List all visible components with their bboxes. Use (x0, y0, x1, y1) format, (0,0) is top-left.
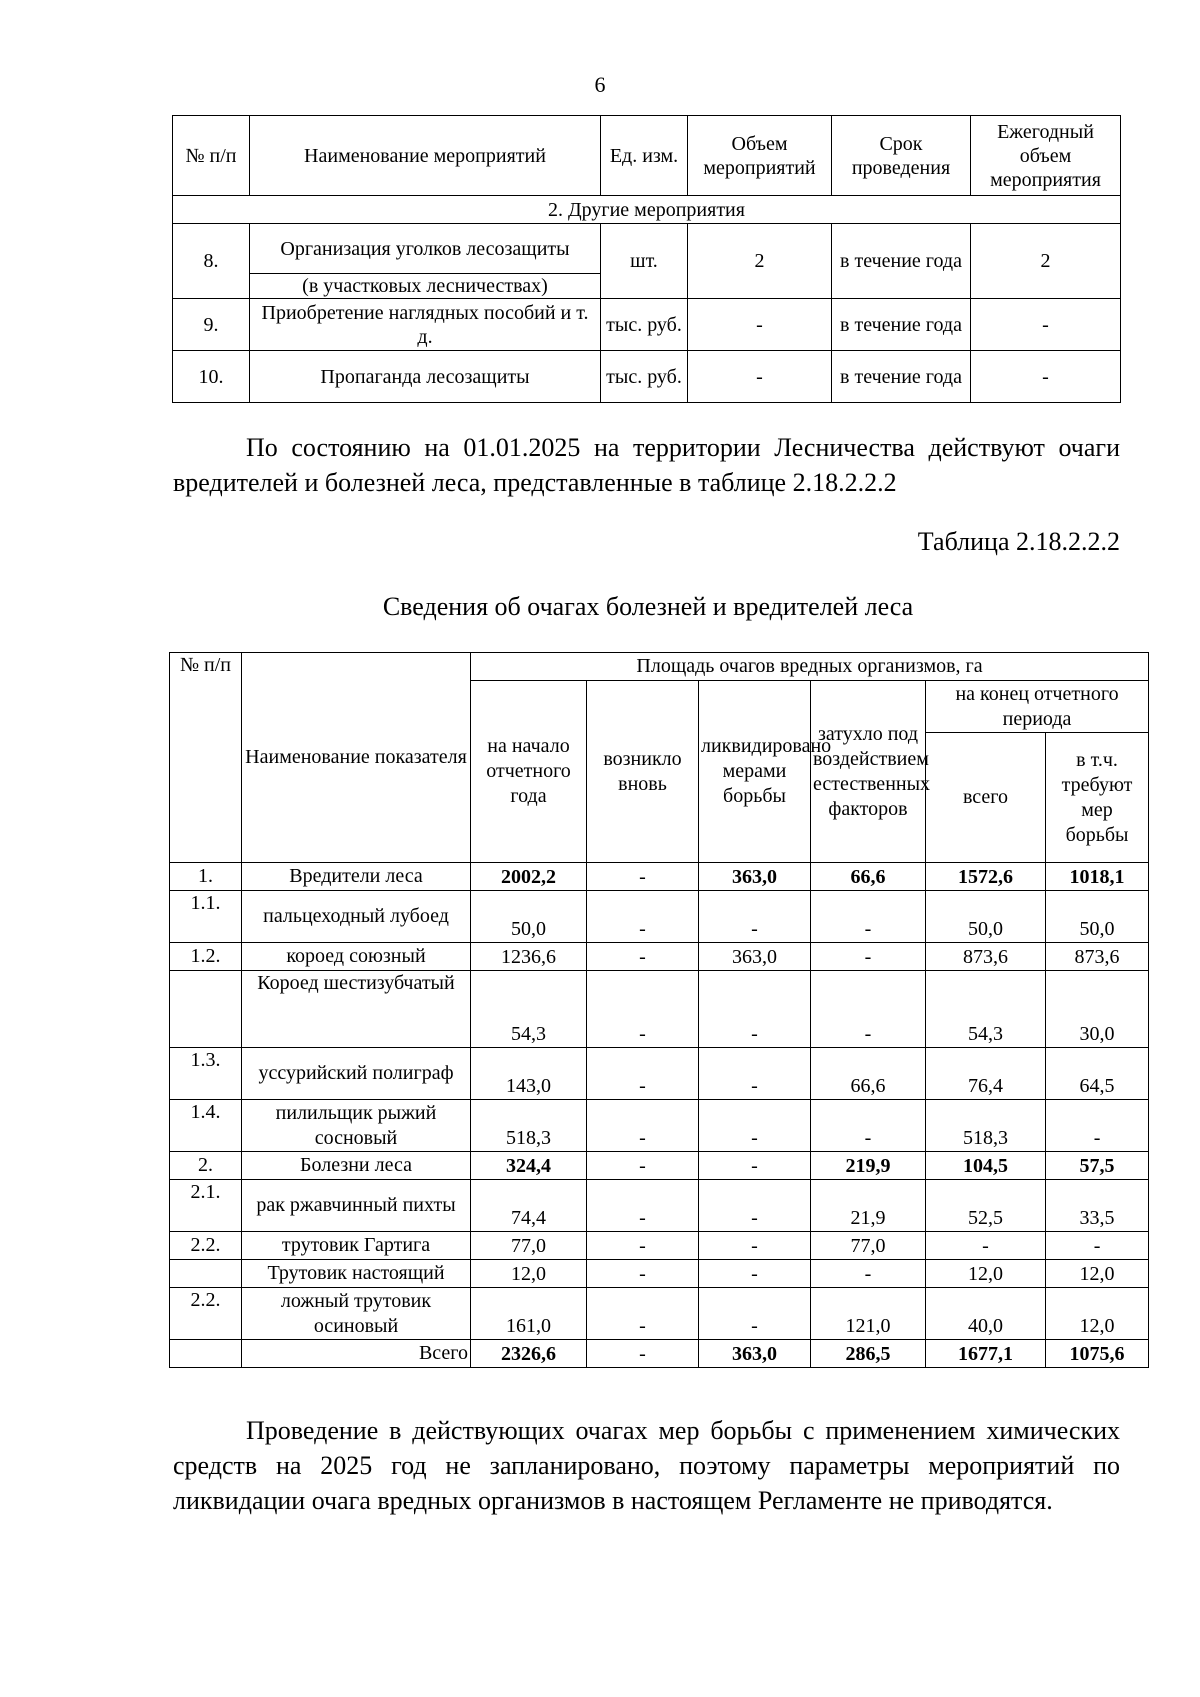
table-label: Таблица 2.18.2.2.2 (917, 527, 1120, 556)
row-name: Болезни леса (242, 1152, 471, 1180)
row-start: 74,4 (471, 1180, 587, 1232)
row-start: 50,0 (471, 891, 587, 943)
row-required: - (1046, 1232, 1149, 1260)
row-num: 2.2. (170, 1288, 242, 1340)
table-row (170, 943, 1149, 971)
row-term: в течение года (832, 224, 971, 299)
row-new: - (587, 1260, 699, 1288)
table-row (170, 971, 1149, 1048)
row-total: - (926, 1232, 1046, 1260)
row-name: Трутовик настоящий (242, 1260, 471, 1288)
row-start: 54,3 (471, 971, 587, 1048)
row-liquidated: - (699, 971, 811, 1048)
pest-foci-table (169, 652, 1149, 1368)
row-required: 50,0 (1046, 891, 1149, 943)
header-name: Наименование показателя (242, 653, 471, 863)
row-volume: - (688, 351, 832, 403)
table-header-row (173, 116, 1121, 196)
row-liquidated: 363,0 (699, 943, 811, 971)
row-faded: 66,6 (811, 863, 926, 891)
table-row (170, 1288, 1149, 1340)
row-name: пальцеходный лубоед (242, 891, 471, 943)
row-new: - (587, 1232, 699, 1260)
row-faded: 77,0 (811, 1232, 926, 1260)
row-new: - (587, 943, 699, 971)
row-start: 324,4 (471, 1152, 587, 1180)
row-total: 1677,1 (926, 1340, 1046, 1368)
row-liquidated: - (699, 891, 811, 943)
row-faded: - (811, 971, 926, 1048)
row-num: 1.3. (170, 1048, 242, 1100)
row-total: 12,0 (926, 1260, 1046, 1288)
row-term: в течение года (832, 351, 971, 403)
row-name: пилильщик рыжий сосновый (242, 1100, 471, 1152)
row-volume: 2 (688, 224, 832, 299)
row-num (170, 1260, 242, 1288)
row-faded: 121,0 (811, 1288, 926, 1340)
row-name-note: (в участковых лесничествах) (250, 274, 601, 299)
row-unit: тыс. руб. (601, 299, 688, 351)
row-total: 104,5 (926, 1152, 1046, 1180)
header-start: на начало отчетного года (471, 681, 587, 863)
row-start: 2326,6 (471, 1340, 587, 1368)
row-unit: тыс. руб. (601, 351, 688, 403)
row-annual: - (971, 351, 1121, 403)
header-term: Срок проведения (832, 116, 971, 196)
table-row (173, 299, 1121, 351)
row-num: 1.1. (170, 891, 242, 943)
row-total: 40,0 (926, 1288, 1046, 1340)
header-name: Наименование мероприятий (250, 116, 601, 196)
section-row (173, 196, 1121, 224)
row-annual: 2 (971, 224, 1121, 299)
row-total: 1572,6 (926, 863, 1046, 891)
row-num: 2. (170, 1152, 242, 1180)
row-new: - (587, 891, 699, 943)
row-name: Короед шестизубчатый (242, 971, 471, 1048)
row-faded: - (811, 1100, 926, 1152)
row-num: 10. (173, 351, 250, 403)
row-total: 873,6 (926, 943, 1046, 971)
row-liquidated: - (699, 1048, 811, 1100)
row-num: 8. (173, 224, 250, 299)
section-title: 2. Другие мероприятия (173, 196, 1121, 224)
page-number: 6 (594, 72, 606, 97)
row-new: - (587, 1288, 699, 1340)
header-liquidated: ликвидировано мерами борьбы (699, 681, 811, 863)
row-total: 54,3 (926, 971, 1046, 1048)
row-num (170, 971, 242, 1048)
row-num: 1.4. (170, 1100, 242, 1152)
paragraph-intro: По состоянию на 01.01.2025 на территории Лесничества действуют очаги вредителей и болезней леса, представленные в таблице 2.18.2.2.2 (173, 433, 1120, 497)
row-name: рак ржавчинный пихты (242, 1180, 471, 1232)
row-required: 12,0 (1046, 1260, 1149, 1288)
row-liquidated: - (699, 1260, 811, 1288)
row-new: - (587, 1340, 699, 1368)
table-header-row (170, 653, 1149, 681)
row-liquidated: 363,0 (699, 863, 811, 891)
header-num: № п/п (170, 653, 242, 863)
row-new: - (587, 863, 699, 891)
row-faded: 286,5 (811, 1340, 926, 1368)
row-num: 2.2. (170, 1232, 242, 1260)
row-liquidated: - (699, 1288, 811, 1340)
header-annual: Ежегодный объем мероприятия (971, 116, 1121, 196)
header-volume: Объем мероприятий (688, 116, 832, 196)
row-name: Организация уголков лесозащиты (250, 224, 601, 274)
row-new: - (587, 1100, 699, 1152)
header-num: № п/п (173, 116, 250, 196)
table-row (170, 863, 1149, 891)
row-volume: - (688, 299, 832, 351)
row-liquidated: - (699, 1180, 811, 1232)
row-required: 1075,6 (1046, 1340, 1149, 1368)
row-start: 518,3 (471, 1100, 587, 1152)
row-unit: шт. (601, 224, 688, 299)
row-name: Приобретение наглядных пособий и т. д. (250, 299, 601, 351)
table-row (173, 224, 1121, 274)
table-row (170, 1232, 1149, 1260)
row-name: Пропаганда лесозащиты (250, 351, 601, 403)
row-faded: - (811, 1260, 926, 1288)
row-start: 12,0 (471, 1260, 587, 1288)
row-new: - (587, 971, 699, 1048)
row-name: уссурийский полиграф (242, 1048, 471, 1100)
header-new: возникло вновь (587, 681, 699, 863)
row-num (170, 1340, 242, 1368)
table-row (170, 891, 1149, 943)
row-new: - (587, 1180, 699, 1232)
row-start: 1236,6 (471, 943, 587, 971)
row-name: короед союзный (242, 943, 471, 971)
row-num: 1. (170, 863, 242, 891)
header-unit: Ед. изм. (601, 116, 688, 196)
row-required: 64,5 (1046, 1048, 1149, 1100)
table-row (170, 1100, 1149, 1152)
row-liquidated: - (699, 1100, 811, 1152)
header-end: на конец отчетного периода (926, 681, 1149, 733)
measures-table (172, 115, 1121, 403)
row-start: 143,0 (471, 1048, 587, 1100)
row-faded: - (811, 943, 926, 971)
table-title: Сведения об очагах болезней и вредителей леса (382, 592, 914, 621)
row-required: 873,6 (1046, 943, 1149, 971)
row-start: 161,0 (471, 1288, 587, 1340)
row-num: 1.2. (170, 943, 242, 971)
row-required: 1018,1 (1046, 863, 1149, 891)
row-required: 33,5 (1046, 1180, 1149, 1232)
row-faded: - (811, 891, 926, 943)
row-faded: 66,6 (811, 1048, 926, 1100)
table-row (173, 351, 1121, 403)
row-name: трутовик Гартига (242, 1232, 471, 1260)
table-row (170, 1180, 1149, 1232)
row-start: 77,0 (471, 1232, 587, 1260)
row-required: - (1046, 1100, 1149, 1152)
row-faded: 219,9 (811, 1152, 926, 1180)
row-total: 50,0 (926, 891, 1046, 943)
row-name: ложный трутовик осиновый (242, 1288, 471, 1340)
row-liquidated: - (699, 1232, 811, 1260)
row-annual: - (971, 299, 1121, 351)
row-total: 52,5 (926, 1180, 1046, 1232)
row-num: 9. (173, 299, 250, 351)
row-required: 12,0 (1046, 1288, 1149, 1340)
paragraph-conclusion: Проведение в действующих очагах мер борьбы с применением химических средств на 2025 год не запланировано, поэтому параметры мероприятий по ликвидации очага вредных организмов в настоящем Регламенте не приводятся. (173, 1416, 1120, 1515)
header-area: Площадь очагов вредных организмов, га (471, 653, 1149, 681)
row-term: в течение года (832, 299, 971, 351)
row-name: Всего (242, 1340, 471, 1368)
row-required: 30,0 (1046, 971, 1149, 1048)
table-row (170, 1260, 1149, 1288)
table-row-total (170, 1340, 1149, 1368)
row-faded: 21,9 (811, 1180, 926, 1232)
row-total: 76,4 (926, 1048, 1046, 1100)
row-new: - (587, 1152, 699, 1180)
row-start: 2002,2 (471, 863, 587, 891)
row-required: 57,5 (1046, 1152, 1149, 1180)
row-liquidated: - (699, 1152, 811, 1180)
row-new: - (587, 1048, 699, 1100)
row-num: 2.1. (170, 1180, 242, 1232)
row-name: Вредители леса (242, 863, 471, 891)
header-required: в т.ч. требуют мер борьбы (1046, 733, 1149, 863)
table-row (170, 1152, 1149, 1180)
row-liquidated: 363,0 (699, 1340, 811, 1368)
header-total: всего (926, 733, 1046, 863)
row-total: 518,3 (926, 1100, 1046, 1152)
table-row (170, 1048, 1149, 1100)
header-faded: затухло под воздействием естественных факторов (811, 681, 926, 863)
